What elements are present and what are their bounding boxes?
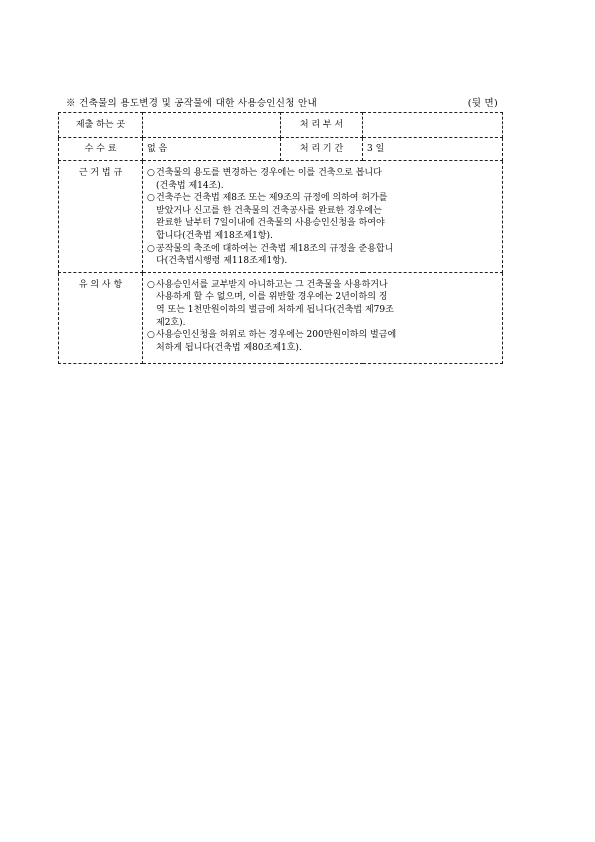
period-label: 처 리 기 간 [281,138,363,161]
submit-value [143,113,281,138]
dept-label: 처 리 부 서 [281,113,363,138]
notes-content [143,272,503,363]
fee-value: 없 음 [143,138,281,161]
list-item [147,243,498,268]
bullet-icon: ○ [147,330,155,341]
legal-item-text: 공작물의 축조에 대하여는 건축법 제18조의 규정을 준용합니 다(건축법시행령 제118조제1항). [156,243,394,267]
table-row [59,272,503,363]
info-table [58,112,503,364]
table-row [59,138,503,161]
page-side-label: (뒷 면) [467,98,498,109]
list-item [147,329,498,354]
table-row [59,161,503,273]
submit-label: 제출 하는 곳 [59,113,143,138]
bullet-icon: ○ [147,193,155,204]
bullet-icon: ○ [147,243,155,254]
legal-content [143,161,503,273]
title-text: ※ 건축물의 용도변경 및 공작물에 대한 사용승인신청 안내 [66,98,318,109]
list-item [147,167,498,192]
notes-label: 유 의 사 항 [59,272,143,363]
bullet-icon: ○ [147,279,155,290]
fee-label: 수 수 료 [59,138,143,161]
list-item [147,192,498,242]
page-title [66,95,504,109]
notes-item-text: 사용승인서를 교부받지 아니하고는 그 건축물을 사용하거나 사용하게 할 수 없으며, 이를 위반할 경우에는 2년이하의 징 역 또는 1천만원이하의 벌금에 처하게 됩니다(건축법 제79조 제2호). [156,279,394,328]
legal-item-text: 건축물의 용도를 변경하는 경우에는 이를 건축으로 봅니다 (건축법 제14조). [156,168,382,191]
dept-value [363,113,503,138]
bullet-icon: ○ [147,168,155,178]
legal-label: 근 거 법 규 [59,161,143,273]
table-row [59,113,503,138]
period-value: 3 일 [363,138,503,161]
legal-item-text: 건축주는 건축법 제8조 또는 제9조의 규정에 의하여 허가를 받았거나 신고를 한 건축물의 건축공사를 완료한 경우에는 완료한 날부터 7일이내에 건축물의 사용승인신청을 하여야 합니다(건축법 제18조제1항). [156,193,388,241]
notes-item-text: 사용승인신청을 허위로 하는 경우에는 200만원이하의 벌금에 처하게 됩니다(건축법 제80조제1호). [156,330,397,353]
list-item [147,279,498,329]
